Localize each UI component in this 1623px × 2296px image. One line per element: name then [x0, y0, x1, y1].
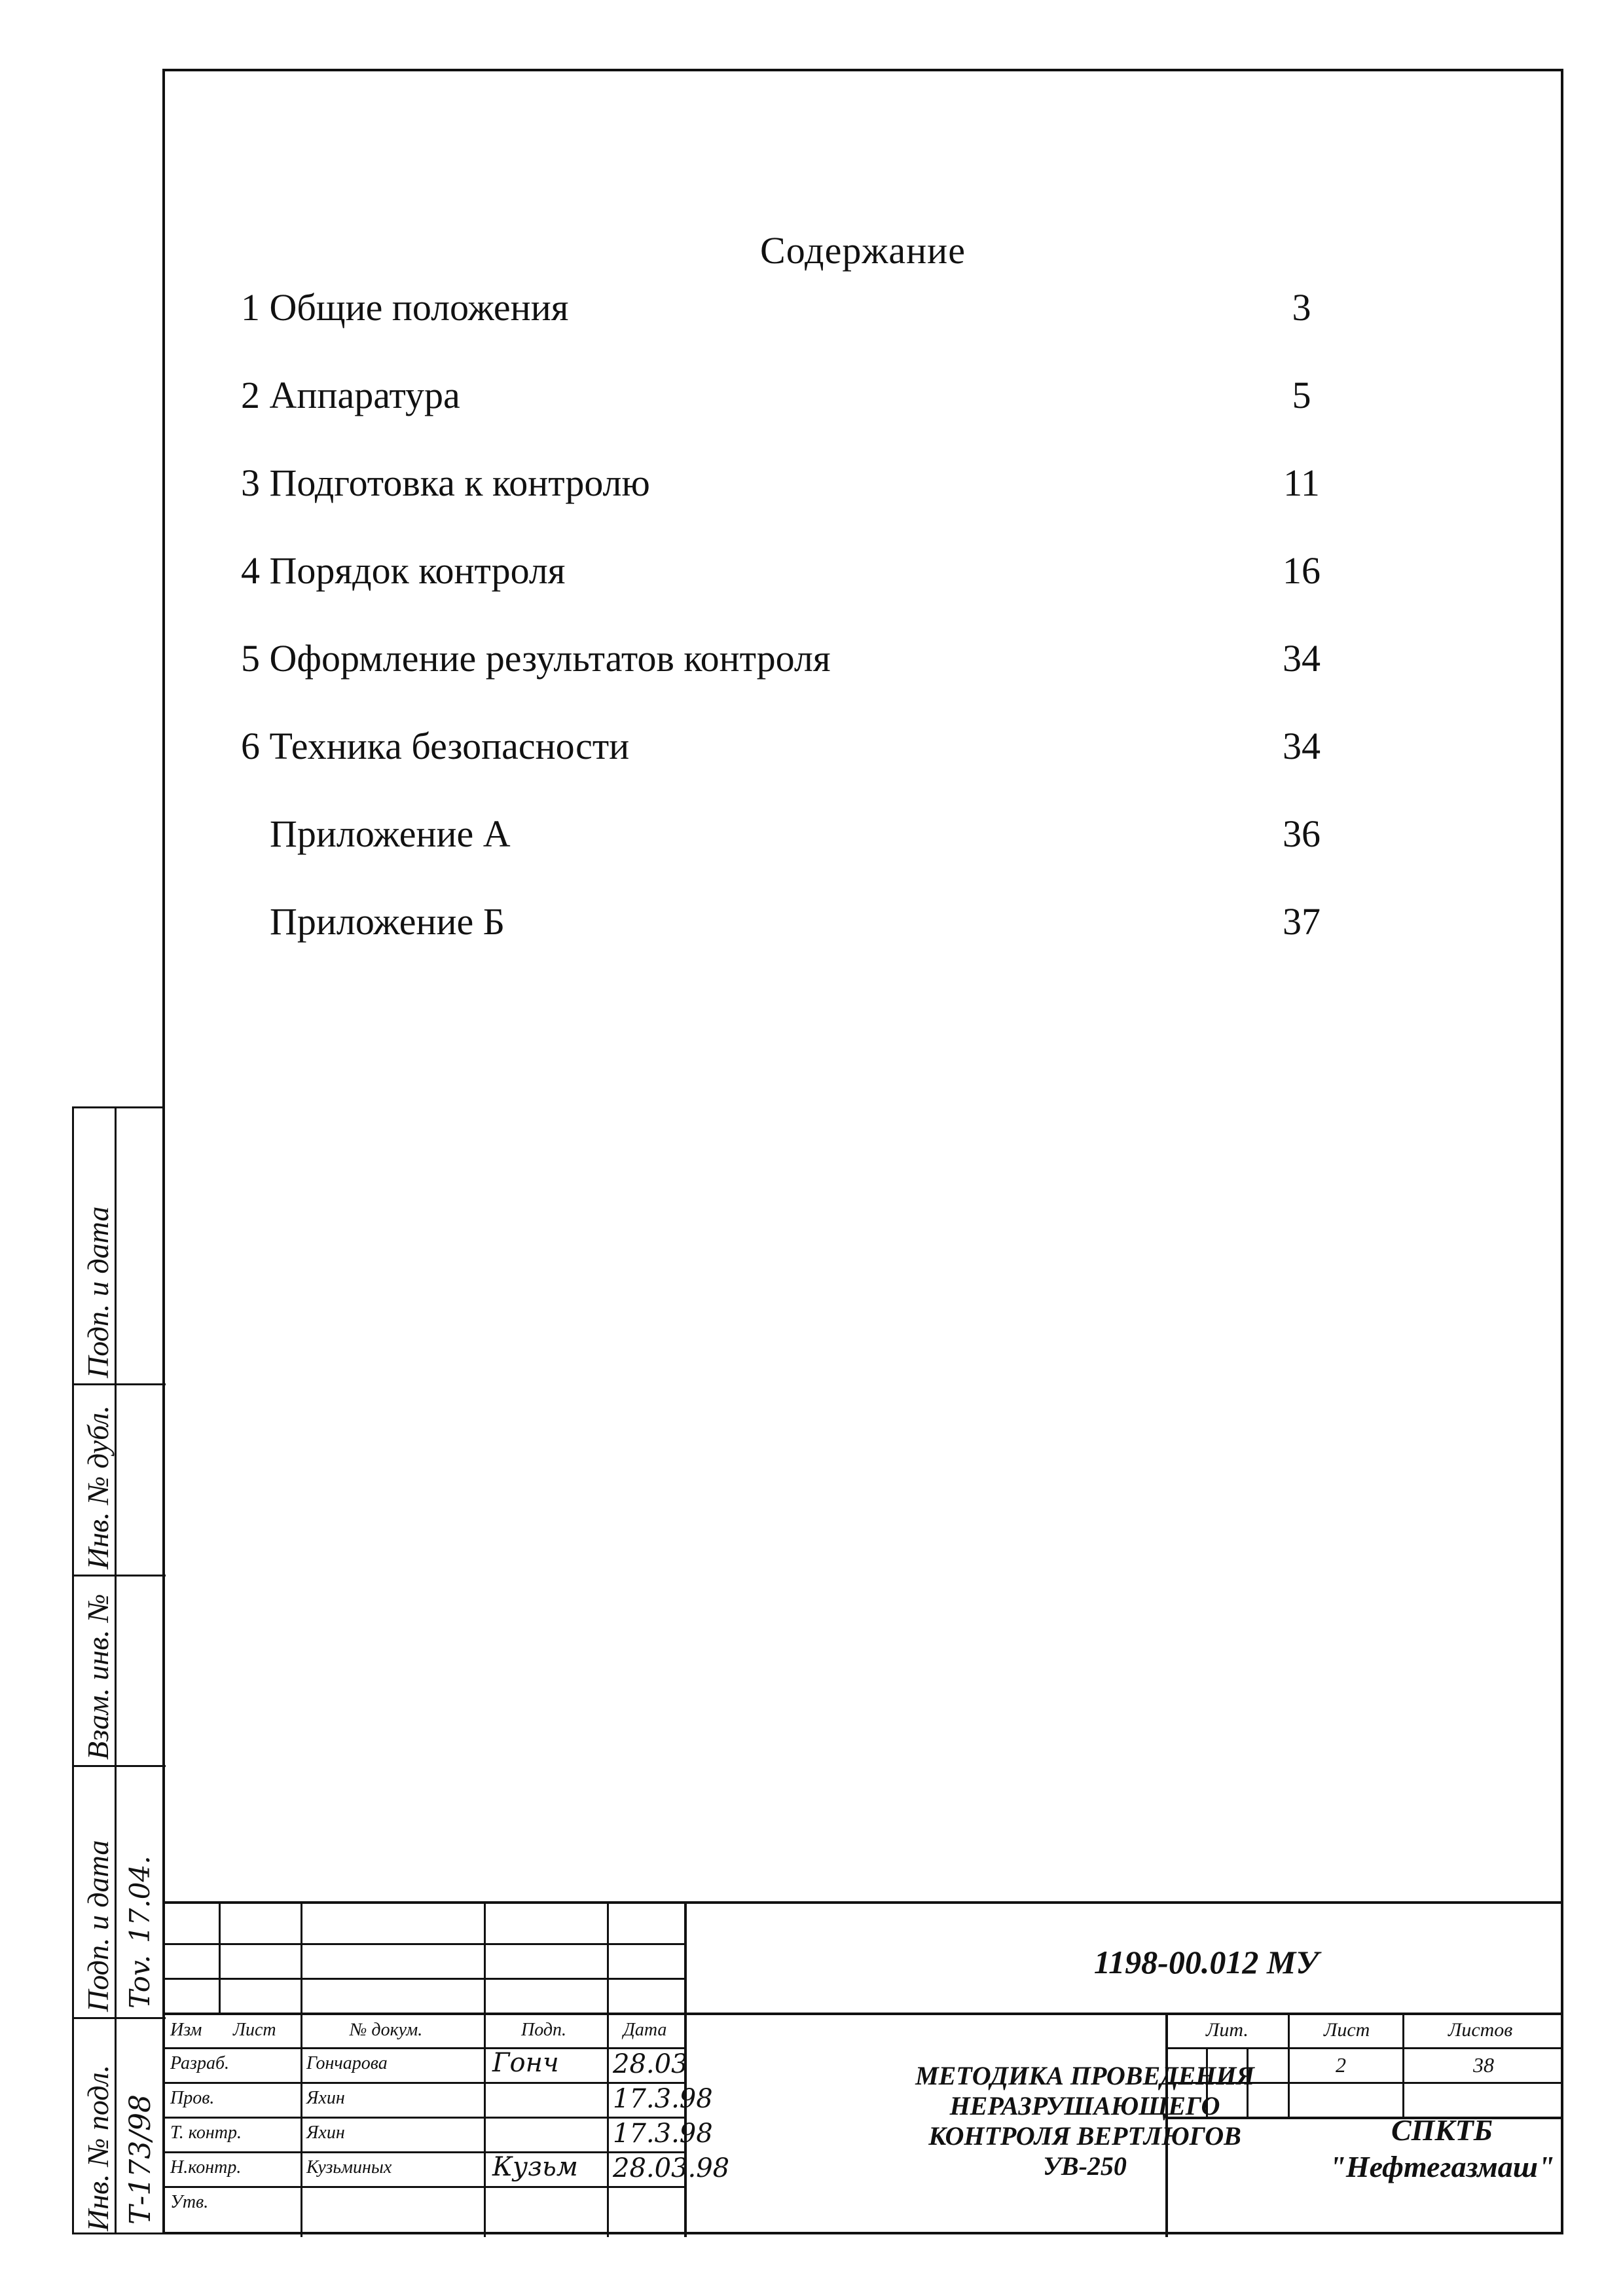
document-name-line: КОНТРОЛЯ ВЕРТЛЮГОВ [928, 2121, 1241, 2151]
side-label-orig-inv: Инв. № подл. [81, 2064, 115, 2231]
hdr-doc: № докум. [350, 2020, 423, 2040]
toc-entry [241, 896, 1341, 948]
role-label: Утв. [170, 2192, 209, 2212]
toc-entry [241, 545, 1341, 597]
toc-entry-page: 36 [1283, 812, 1321, 855]
toc-entry-page: 11 [1283, 462, 1320, 504]
side-inv-number: Т-173/98 [124, 2094, 157, 2225]
document-name [849, 2061, 1321, 2181]
toc-entry-label: 4 Порядок контроля [241, 549, 566, 592]
document-number: 1198-00.012 МУ [1093, 1944, 1319, 1980]
toc-entry-label: Приложение А [270, 812, 511, 855]
toc-entry-label: 2 Аппаратура [241, 374, 460, 416]
toc-entry-page: 16 [1283, 549, 1321, 592]
role-name: Яхин [306, 2123, 345, 2143]
lit-label: Лит. [1206, 2019, 1249, 2041]
sheets-label: Листов [1448, 2019, 1513, 2041]
role-name: Гончарова [306, 2053, 388, 2073]
side-strip [72, 1106, 165, 2234]
role-name: Кузьминых [306, 2157, 392, 2178]
side-label-sign-date-2: Подп. и дата [81, 1840, 115, 2012]
toc-entry-label: 1 Общие положения [241, 286, 569, 329]
title-block [165, 1901, 1563, 2234]
toc-entry-page: 3 [1292, 286, 1311, 329]
side-label-replace-inv: Взам. инв. № [81, 1594, 115, 1760]
toc-entry [241, 457, 1341, 509]
toc-entry-page: 34 [1283, 637, 1321, 680]
document-name-line: НЕРАЗРУШАЮЩЕГО [949, 2091, 1220, 2121]
toc-entry-page: 37 [1283, 900, 1321, 943]
role-label: Н.контр. [170, 2157, 242, 2178]
organization-line: СПКТБ [1391, 2113, 1493, 2147]
toc-entry [241, 720, 1341, 773]
side-label-sign-date-1: Подп. и дата [81, 1206, 115, 1378]
hdr-date: Дата [623, 2020, 667, 2040]
toc-entry-label: 3 Подготовка к контролю [241, 462, 650, 504]
toc-entry [241, 369, 1341, 422]
hdr-list: Лист [233, 2020, 276, 2040]
role-date: 17.3.98 [613, 2119, 713, 2149]
sheet-label: Лист [1324, 2019, 1370, 2041]
sheet-number: 2 [1336, 2053, 1346, 2077]
toc-entry [241, 282, 1341, 334]
toc-entry-label: 6 Техника безопасности [241, 725, 630, 767]
role-signature: Гонч [492, 2048, 559, 2078]
role-label: Пров. [170, 2088, 215, 2108]
toc-entry-page: 34 [1283, 725, 1321, 767]
role-name: Яхин [306, 2088, 345, 2108]
side-sign-name: Tov. [124, 1954, 156, 2009]
toc-entry-label: Приложение Б [270, 900, 505, 943]
side-label-dup-inv: Инв. № дубл. [81, 1405, 115, 1569]
organization [1321, 2112, 1563, 2185]
role-label: Т. контр. [170, 2123, 242, 2143]
toc-entry [241, 808, 1341, 860]
role-date: 28.03 [613, 2049, 688, 2079]
role-date: 28.03.98 [613, 2153, 730, 2183]
side-sign-date: 17.04. [124, 1855, 156, 1943]
toc-entry [241, 632, 1341, 685]
role-date: 17.3.98 [613, 2084, 713, 2114]
role-label: Разраб. [170, 2053, 230, 2073]
toc-entry-label: 5 Оформление результатов контроля [241, 637, 831, 680]
sheets-total: 38 [1473, 2053, 1494, 2077]
organization-line: "Нефтегазмаш" [1329, 2150, 1555, 2183]
role-signature: Кузьм [492, 2152, 578, 2182]
hdr-podp: Подп. [521, 2020, 567, 2040]
document-name-line: МЕТОДИКА ПРОВЕДЕНИЯ [915, 2061, 1254, 2090]
toc-entry-page: 5 [1292, 374, 1311, 416]
hdr-izm: Изм [170, 2020, 202, 2040]
document-name-line: УВ-250 [1043, 2151, 1127, 2181]
page-title: Содержание [760, 229, 966, 272]
